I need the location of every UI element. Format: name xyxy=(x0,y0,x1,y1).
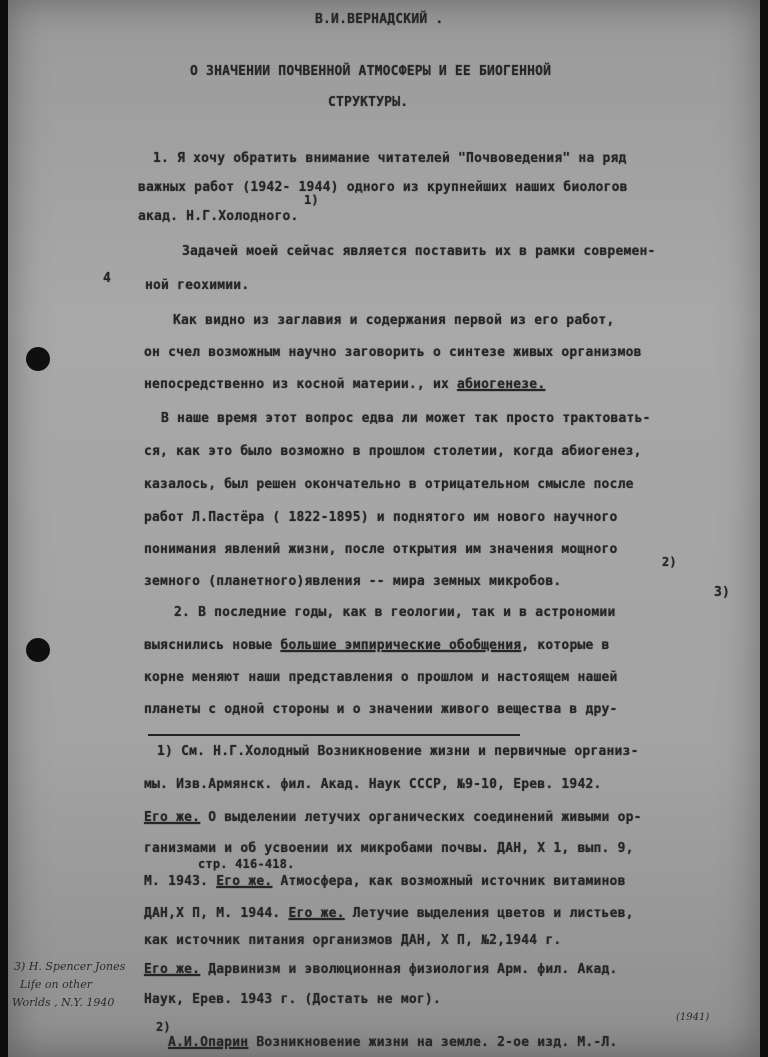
punch-hole xyxy=(26,638,50,662)
paragraph-line: выяснились новые большие эмпирические обобщения, которые в xyxy=(144,638,610,653)
underlined-term: большие эмпирические обобщения xyxy=(280,638,522,653)
footnote-line: 1) См. Н.Г.Холодный Возникновение жизни и первичные организ- xyxy=(157,744,639,759)
underlined-term: абиогенезе. xyxy=(457,377,546,392)
paragraph-line: работ Л.Пастёра ( 1822-1895) и поднятого им нового научного xyxy=(144,510,618,525)
footnote-line: мы. Изв.Армянск. фил. Акад. Наук СССР, №9-10, Ерев. 1942. xyxy=(144,777,602,792)
paragraph-line: ной геохимии. xyxy=(145,278,250,293)
footnote-line: Наук, Ерев. 1943 г. (Достать не мог). xyxy=(144,992,441,1007)
footnote-separator xyxy=(148,734,520,736)
paragraph-line: Как видно из заглавия и содержания первой из его работ, xyxy=(173,313,615,328)
footnote-line: как источник питания организмов ДАН, Х П, №2,1944 г. xyxy=(144,933,562,948)
paragraph-line: непосредственно из косной материи., их абиогенезе. xyxy=(144,377,546,392)
footnote-line: Его же. О выделении летучих органических соединений живыми ор- xyxy=(144,810,642,825)
footnote-line: Его же. Дарвинизм и эволюционная физиология Арм. фил. Акад. xyxy=(144,962,618,977)
handwritten-note: Worlds , N.Y. 1940 xyxy=(12,996,115,1009)
handwritten-note: 3) H. Spencer Jones xyxy=(14,960,126,973)
paragraph-line: акад. Н.Г.Холодного. xyxy=(138,209,299,224)
paragraph-line: планеты с одной стороны и о значении живого вещества в дру- xyxy=(144,702,618,717)
paragraph-line: В наше время этот вопрос едва ли может так просто трактовать- xyxy=(161,411,651,426)
document-page xyxy=(8,0,760,1057)
punch-hole xyxy=(26,347,50,371)
footnote-line: стр. 416-418. xyxy=(198,857,295,871)
footnote-marker: 2) xyxy=(662,555,677,569)
paragraph-line: корне меняют наши представления о прошлом и настоящем нашей xyxy=(144,670,618,685)
paragraph-line: 1. Я хочу обратить внимание читателей "Почвоведения" на ряд xyxy=(153,151,627,166)
paragraph-line: ся, как это было возможно в прошлом столетии, когда абиогенез, xyxy=(144,444,642,459)
title-line-2: СТРУКТУРЫ. xyxy=(328,95,409,110)
paragraph-line: 2. В последние годы, как в геологии, так и в астрономии xyxy=(174,605,616,620)
paragraph-line: земного (планетного)явления -- мира земных микробов. xyxy=(144,574,562,589)
paragraph-line: важных работ (1942- 1944) одного из крупнейших наших биологов xyxy=(138,180,628,195)
paragraph-line: Задачей моей сейчас является поставить их в рамки современ- xyxy=(182,244,656,259)
footnote-line: М. 1943. Его же. Атмосфера, как возможный источник витаминов xyxy=(144,874,626,889)
footnote-marker: 3) xyxy=(714,585,731,600)
footnote-line: ДАН,Х П, М. 1944. Его же. Летучие выделения цветов и листьев, xyxy=(144,906,634,921)
footnote-line: ганизмами и об усвоении их микробами почвы. ДАН, Х 1, вып. 9, xyxy=(144,841,634,856)
paragraph-line: он счел возможным научно заговорить о синтезе живых организмов xyxy=(144,345,642,360)
paragraph-line: казалось, был решен окончательно в отрицательном смысле после xyxy=(144,477,634,492)
footnote-marker: 2) xyxy=(156,1020,171,1034)
margin-mark: 4 xyxy=(103,271,112,286)
footnote-line: А.И.Опарин Возникновение жизни на земле. 2-ое изд. М.-Л. xyxy=(168,1035,618,1050)
footnote-marker: 1) xyxy=(304,193,319,207)
handwritten-note: Life on other xyxy=(20,978,92,991)
handwritten-year: (1941) xyxy=(676,1012,710,1023)
paragraph-line: понимания явлений жизни, после открытия им значения мощного xyxy=(144,542,618,557)
author-name: В.И.ВЕРНАДСКИЙ . xyxy=(315,12,444,27)
title-line-1: О ЗНАЧЕНИИ ПОЧВЕННОЙ АТМОСФЕРЫ И ЕЕ БИОГЕННОЙ xyxy=(190,64,552,79)
